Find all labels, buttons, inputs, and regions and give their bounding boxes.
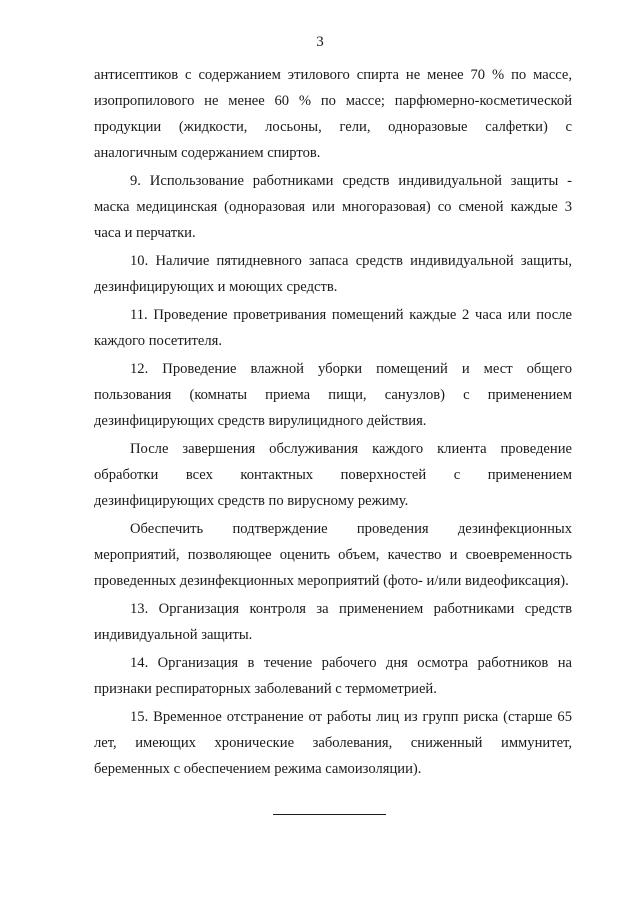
paragraph-disinfection-confirmation: Обеспечить подтверждение проведения дезинфекционных мероприятий, позволяющее оценить объем, качество и своевременность проведенных дезинфекционных мероприятий (фото- и/или видеофиксация). xyxy=(94,521,572,589)
end-of-document-rule xyxy=(273,814,386,815)
paragraph-item-13: 13. Организация контроля за применением работниками средств индивидуальной защиты. xyxy=(94,601,572,643)
paragraph-item-9: 9. Использование работниками средств индивидуальной защиты - маска медицинская (одноразовая или многоразовая) со сменой каждые 3 часа и перчатки. xyxy=(94,173,572,241)
paragraph-item-15: 15. Временное отстранение от работы лиц из групп риска (старше 65 лет, имеющих хронические заболевания, сниженный иммунитет, беременных с обеспечением режима самоизоляции). xyxy=(94,709,572,777)
paragraph-continuation-antiseptics: антисептиков с содержанием этилового спирта не менее 70 % по массе, изопропилового не менее 60 % по массе; парфюмерно-косметической продукции (жидкости, лосьоны, гели, одноразовые салфетки) с аналогичным содержанием спиртов. xyxy=(94,67,572,161)
paragraph-item-12: 12. Проведение влажной уборки помещений и мест общего пользования (комнаты приема пищи, санузлов) с применением дезинфицирующих средств вирулицидного действия. xyxy=(94,361,572,429)
paragraph-client-surface-treatment: После завершения обслуживания каждого клиента проведение обработки всех контактных поверхностей с применением дезинфицирующих средств по вирусному режиму. xyxy=(94,441,572,509)
paragraph-item-14: 14. Организация в течение рабочего дня осмотра работников на признаки респираторных заболеваний с термометрией. xyxy=(94,655,572,697)
paragraph-item-11: 11. Проведение проветривания помещений каждые 2 часа или после каждого посетителя. xyxy=(94,307,572,349)
document-body xyxy=(94,62,572,784)
paragraph-item-10: 10. Наличие пятидневного запаса средств индивидуальной защиты, дезинфицирующих и моющих средств. xyxy=(94,253,572,295)
page-number: 3 xyxy=(316,34,324,50)
